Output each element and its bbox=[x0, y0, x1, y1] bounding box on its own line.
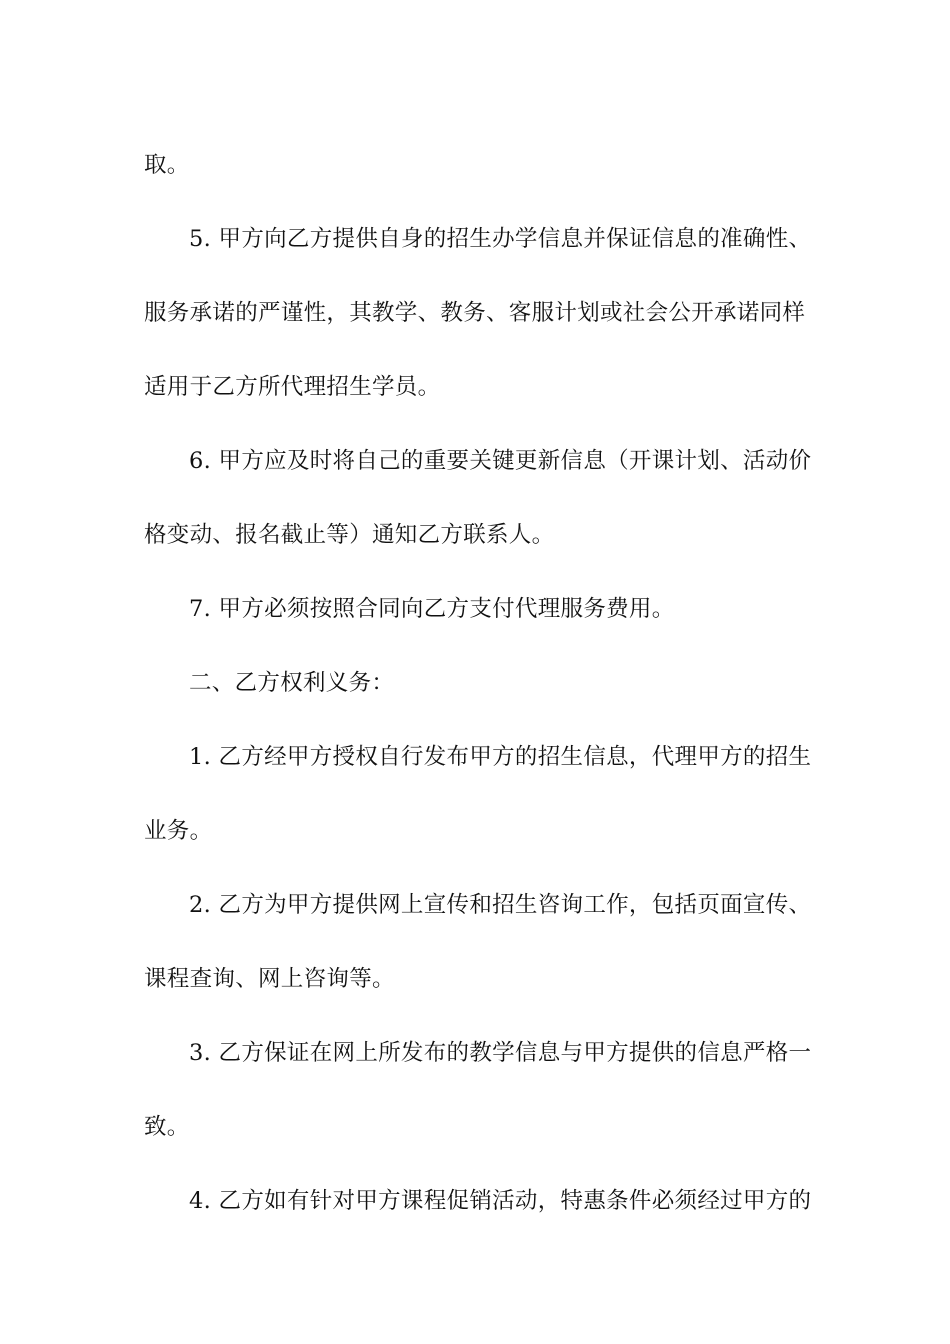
text-line: 2. 乙方为甲方提供网上宣传和招生咨询工作，包括页面宣传、 bbox=[189, 891, 812, 918]
text-line: 格变动、报名截止等）通知乙方联系人。 bbox=[144, 521, 555, 548]
text-line: 适用于乙方所代理招生学员。 bbox=[144, 373, 441, 400]
text-line: 取。 bbox=[144, 151, 190, 178]
text-line: 4. 乙方如有针对甲方课程促销活动，特惠条件必须经过甲方的 bbox=[189, 1187, 812, 1214]
text-line: 6. 甲方应及时将自己的重要关键更新信息（开课计划、活动价 bbox=[189, 447, 812, 474]
text-line: 3. 乙方保证在网上所发布的教学信息与甲方提供的信息严格一 bbox=[189, 1039, 812, 1066]
text-line: 业务。 bbox=[144, 817, 213, 844]
text-line: 5. 甲方向乙方提供自身的招生办学信息并保证信息的准确性、 bbox=[189, 225, 812, 252]
text-line: 致。 bbox=[144, 1113, 190, 1140]
document-body bbox=[144, 128, 812, 1238]
text-line: 课程查询、网上咨询等。 bbox=[144, 965, 395, 992]
text-line: 服务承诺的严谨性，其教学、教务、客服计划或社会公开承诺同样 bbox=[144, 299, 806, 326]
section-heading: 二、乙方权利义务： bbox=[189, 669, 395, 696]
text-line: 1. 乙方经甲方授权自行发布甲方的招生信息，代理甲方的招生 bbox=[189, 743, 812, 770]
text-line: 7. 甲方必须按照合同向乙方支付代理服务费用。 bbox=[189, 595, 675, 622]
